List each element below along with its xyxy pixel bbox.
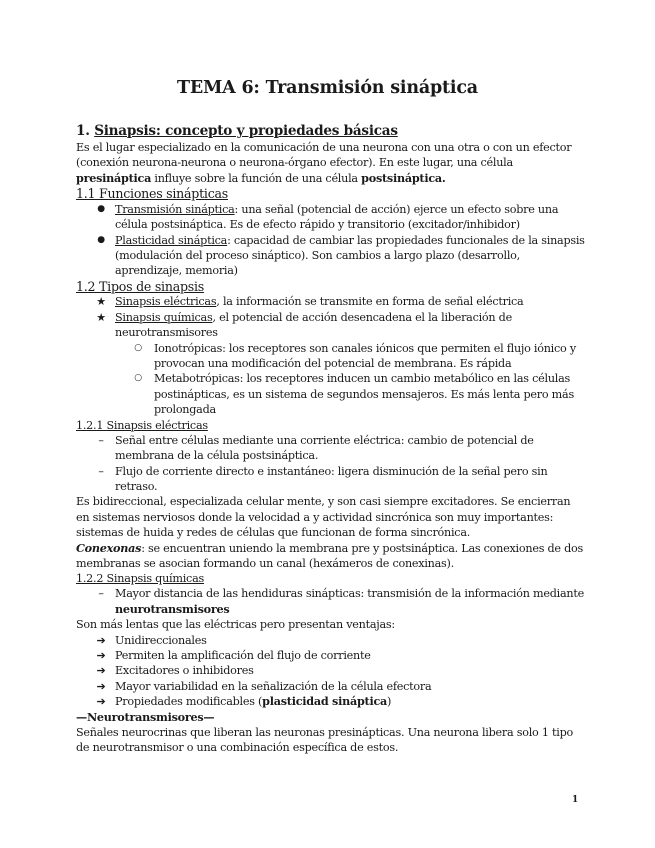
subitem-text: Metabotrópicas: los receptores inducen un cambio metabólico en las células postinápticas, es un sistema de segundos mensajeros. Es más lenta pero más prolongada xyxy=(154,372,574,417)
section-1-intro xyxy=(76,140,586,186)
list-item xyxy=(76,586,586,617)
item-text: , el potencial de acción desencadena el la liberación de neurotransmisores xyxy=(115,310,512,340)
section-1-title: Sinapsis: concepto y propiedades básicas xyxy=(94,123,398,139)
list-item xyxy=(76,233,586,279)
electrical-list xyxy=(76,433,586,495)
item-text: Excitadores o inhibidores xyxy=(115,664,254,678)
document-body xyxy=(76,123,586,756)
circle-icon: ○ xyxy=(134,342,142,353)
neurotransmisores-heading xyxy=(76,710,586,725)
conexonas-paragraph xyxy=(76,541,586,572)
intro-text-a: Es el lugar especializado en la comunicación de una neurona con una otra o con un efector (conexión neurona-neurona o neurona-órgano efector). En este lugar, una célula xyxy=(76,141,572,170)
list-item xyxy=(76,663,586,678)
neuro-heading-text: —Neurotransmisores— xyxy=(76,709,215,724)
section-1-1-heading: 1.1 Funciones sinápticas xyxy=(76,186,228,202)
item-text: : una señal (potencial de acción) ejerce un efecto sobre una célula postsináptica. Es de efecto rápido y transitorio (excitador/inhibidor) xyxy=(115,202,559,232)
bullet-icon: ● xyxy=(97,203,105,214)
arrow-icon: ➔ xyxy=(96,695,106,709)
arrow-icon: ➔ xyxy=(96,679,106,693)
list-item xyxy=(76,310,586,341)
arrow-icon: ➔ xyxy=(96,648,106,662)
intro-term-presinaptica: presináptica xyxy=(76,170,152,185)
dash-icon: – xyxy=(98,464,104,478)
section-1-2-heading: 1.2 Tipos de sinapsis xyxy=(76,278,204,294)
list-item xyxy=(76,202,586,233)
list-item xyxy=(76,294,586,309)
item-text: , la información se transmite en forma de señal eléctrica xyxy=(216,295,524,309)
chemical-list xyxy=(76,586,586,617)
list-item xyxy=(76,371,586,417)
neurotransmisores-paragraph: Señales neurocrinas que liberan las neuronas presinápticas. Una neurona libera solo 1 tipo de neurotransmisor o una combinación específica de estos. xyxy=(76,726,573,755)
circle-icon: ○ xyxy=(134,373,142,384)
item-text: Mayor distancia de las hendiduras sinápticas: transmisión de la información mediante xyxy=(115,587,584,601)
section-1-2-1-heading: 1.2.1 Sinapsis eléctricas xyxy=(76,418,208,432)
types-list xyxy=(76,294,586,417)
item-text-end: ) xyxy=(387,695,392,709)
arrow-icon: ➔ xyxy=(96,633,106,647)
page-title: TEMA 6: Transmisión sináptica xyxy=(177,78,478,98)
conexonas-text: : se encuentran uniendo la membrana pre y postsináptica. Las conexiones de dos membranas se asocian formando un canal (hexámeros de conexinas). xyxy=(76,541,583,570)
section-1-heading xyxy=(76,123,586,140)
item-term: Transmisión sináptica xyxy=(115,202,235,216)
section-1-number: 1. xyxy=(76,123,90,139)
item-term: Sinapsis químicas xyxy=(115,310,213,324)
bullet-icon: ● xyxy=(97,234,105,245)
list-item xyxy=(76,633,586,648)
dash-icon: – xyxy=(98,433,104,447)
item-text: Unidireccionales xyxy=(115,633,207,647)
advantages-list xyxy=(76,633,586,710)
list-item xyxy=(76,464,586,495)
item-text: Mayor variabilidad en la señalización de la célula efectora xyxy=(115,679,432,693)
star-icon: ★ xyxy=(96,295,106,309)
intro-text-c: influye sobre la función de una célula xyxy=(151,171,362,185)
list-item xyxy=(76,694,586,709)
item-text: Señal entre células mediante una corriente eléctrica: cambio de potencial de membrana de la célula postsináptica. xyxy=(115,433,534,463)
item-text: : capacidad de cambiar las propiedades funcionales de la sinapsis (modulación del proceso sináptico). Son cambios a largo plazo (desarrollo, aprendizaje, memoria) xyxy=(115,233,585,278)
intro-term-postsinaptica: postsináptica. xyxy=(361,170,446,185)
item-text: Propiedades modificables ( xyxy=(115,695,263,709)
list-item xyxy=(76,341,586,372)
conexonas-term: Conexonas xyxy=(76,540,142,555)
arrow-icon: ➔ xyxy=(96,664,106,678)
item-text: Permiten la amplificación del flujo de corriente xyxy=(115,648,371,662)
star-icon: ★ xyxy=(96,310,106,324)
electrical-paragraph: Es bidireccional, especializada celular mente, y son casi siempre excitadores. Se encierran en sistemas nerviosos donde la velocidad a y actividad sincrónica son muy importantes: sistemas de huida y redes de células que funcionan de forma sincrónica. xyxy=(76,495,571,540)
item-term: Plasticidad sináptica xyxy=(115,233,228,247)
item-term: Sinapsis eléctricas xyxy=(115,295,217,309)
section-1-2-2-heading: 1.2.2 Sinapsis químicas xyxy=(76,572,204,586)
list-item xyxy=(76,433,586,464)
page-number: 1 xyxy=(572,795,579,805)
item-term: neurotransmisores xyxy=(115,601,230,616)
item-term: plasticidad sináptica xyxy=(262,694,388,709)
list-item xyxy=(76,648,586,663)
subitem-text: Ionotrópicas: los receptores son canales iónicos que permiten el flujo iónico y provocan una modificación del potencial de membrana. Es rápida xyxy=(154,341,576,371)
dash-icon: – xyxy=(98,587,104,601)
list-item xyxy=(76,679,586,694)
chemical-paragraph: Son más lentas que las eléctricas pero presentan ventajas: xyxy=(76,618,395,632)
functions-list xyxy=(76,202,586,279)
item-text: Flujo de corriente directo e instantáneo: ligera disminución de la señal pero sin retraso. xyxy=(115,464,548,493)
